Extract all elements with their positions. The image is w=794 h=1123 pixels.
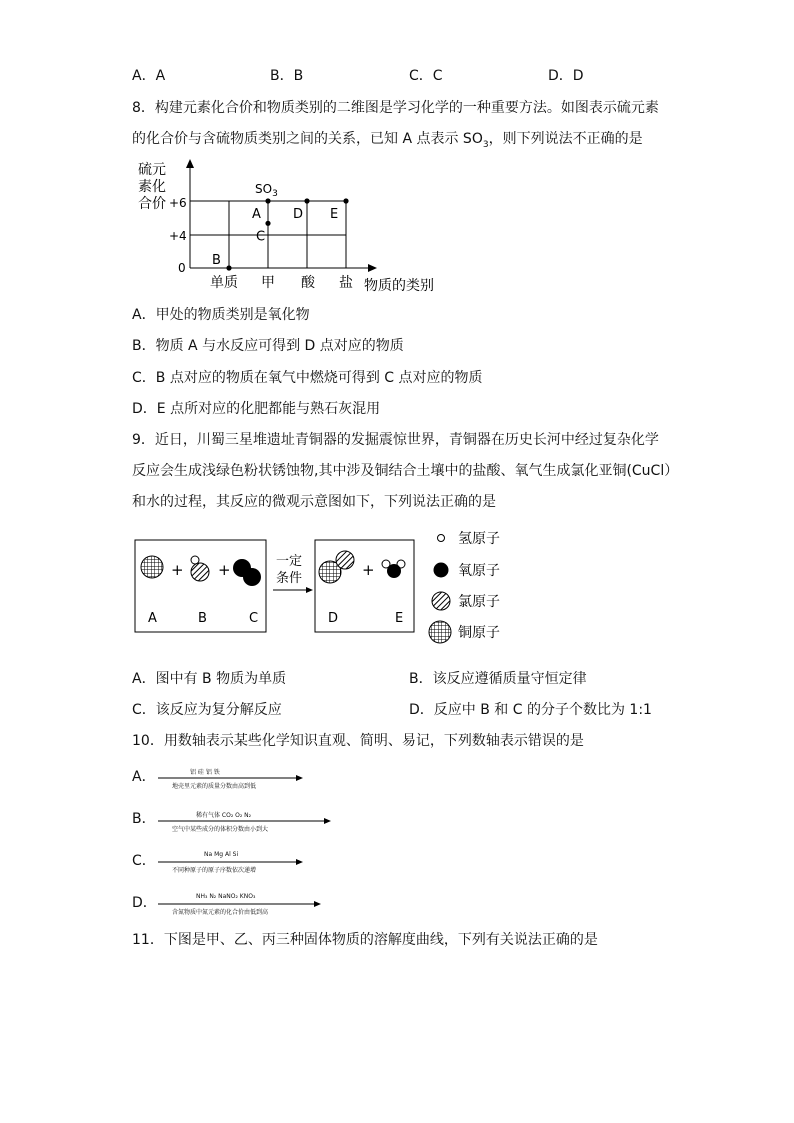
chart-ylabel-line: 硫元 xyxy=(138,162,166,178)
q7-option-c: C．C xyxy=(409,68,443,84)
chart-category-label: 酸 xyxy=(301,275,315,291)
label-d: D xyxy=(328,611,339,626)
plus-sign: + xyxy=(171,561,184,579)
q9-stem-line2: 反应会生成浅绿色粉状锈蚀物,其中涉及铜结合土壤中的盐酸、氧气生成氯化亚铜(CuCl） xyxy=(132,463,679,479)
chart-ylabel-line: 合价 xyxy=(138,196,166,212)
chart-point-label-c: C xyxy=(256,229,266,245)
chart-point-label-d: D xyxy=(293,207,304,222)
chart-ytick-4: +4 xyxy=(169,229,187,243)
chart-point-label-e: E xyxy=(330,207,339,222)
label-a: A xyxy=(148,611,157,626)
chart-x-arrow xyxy=(368,264,377,272)
copper-atom-icon xyxy=(429,621,451,643)
q9-option-b: B．该反应遵循质量守恒定律 xyxy=(409,671,587,687)
q8-option-d: D．E 点所对应的化肥都能与熟石灰混用 xyxy=(132,401,381,417)
chart-ylabel-line: 素化 xyxy=(138,179,166,195)
q8-valence-chart xyxy=(130,156,450,296)
chart-point-e xyxy=(343,198,348,203)
q7-option-a: A．A xyxy=(132,68,166,84)
q8-option-b: B．物质 A 与水反应可得到 D 点对应的物质 xyxy=(132,338,404,354)
copper-atom-icon xyxy=(141,556,163,578)
label-b: B xyxy=(198,611,207,626)
chlorine-atom-icon xyxy=(191,563,209,581)
q10-option-b-letter: B． xyxy=(132,811,156,827)
q9-reaction-diagram xyxy=(130,524,520,644)
legend-oxygen: 氧原子 xyxy=(458,563,500,579)
q10-option-c-top: Na Mg Al Si xyxy=(204,851,239,858)
q10-option-d-top: NH₃ N₂ NaNO₂ KNO₃ xyxy=(196,893,256,900)
oxygen-atom-icon xyxy=(387,564,401,578)
label-c: C xyxy=(249,611,259,626)
chart-ytick-0: 0 xyxy=(178,261,186,275)
reaction-arrowhead xyxy=(306,587,313,593)
legend-hydrogen: 氢原子 xyxy=(458,531,500,547)
q10-option-a-bottom: 地壳里元素的质量分数由高到低 xyxy=(172,783,257,790)
chlorine-atom-icon xyxy=(336,551,354,569)
chart-point-label-a: A xyxy=(252,207,261,222)
chart-ytick-6: +6 xyxy=(169,196,187,210)
chart-point-label-b: B xyxy=(212,253,221,268)
chart-y-arrow xyxy=(186,159,194,168)
q7-option-b: B．B xyxy=(270,68,304,84)
oxygen-atom-icon xyxy=(434,563,449,578)
q10-option-c-letter: C． xyxy=(132,853,156,869)
chart-category-label: 单质 xyxy=(210,275,238,291)
hydrogen-atom-icon xyxy=(438,535,445,542)
q7-option-d: D．D xyxy=(548,68,584,84)
chart-category-label: 甲 xyxy=(261,275,275,291)
q9-option-a: A．图中有 B 物质为单质 xyxy=(132,671,287,687)
chart-point-c xyxy=(265,221,270,226)
chart-category-label: 盐 xyxy=(339,275,353,291)
oxygen-atom-icon xyxy=(243,568,261,586)
q10-option-a-letter: A． xyxy=(132,769,156,785)
q10-option-d-letter: D． xyxy=(132,895,157,911)
chart-point-b xyxy=(226,265,231,270)
legend-chlorine: 氯原子 xyxy=(458,594,500,610)
q10-option-a-top: 铝 硅 铝 铁 xyxy=(190,769,220,776)
q10-option-d-bottom: 含氮物质中氮元素的化合价由低到高 xyxy=(172,909,269,916)
legend-copper: 铜原子 xyxy=(458,625,500,641)
chart-so3-label: $SO_3$ xyxy=(255,182,278,199)
q9-stem-line1: 9．近日，川蜀三星堆遗址青铜器的发掘震惊世界，青铜器在历史长河中经过复杂化学 xyxy=(132,432,659,448)
chart-point-a xyxy=(265,198,270,203)
q10-stem: 10．用数轴表示某些化学知识直观、简明、易记，下列数轴表示错误的是 xyxy=(132,733,584,749)
q8-option-c: C．B 点对应的物质在氧气中燃烧可得到 C 点对应的物质 xyxy=(132,370,483,386)
q9-stem-line3: 和水的过程，其反应的微观示意图如下，下列说法正确的是 xyxy=(132,494,496,510)
chlorine-atom-icon xyxy=(432,592,450,610)
condition-bottom: 条件 xyxy=(276,571,303,586)
q11-stem: 11．下图是甲、乙、丙三种固体物质的溶解度曲线，下列有关说法正确的是 xyxy=(132,932,598,948)
q8-stem-line2: 的化合价与含硫物质类别之间的关系，已知 A 点表示 $SO_3$，则下列说法不正确的是 xyxy=(132,131,643,150)
plus-sign: + xyxy=(218,561,231,579)
q10-option-c-bottom: 不同种原子的原子序数依次递增 xyxy=(172,867,257,874)
label-e: E xyxy=(395,611,404,626)
chart-point-d xyxy=(304,198,309,203)
plus-sign: + xyxy=(362,561,375,579)
chart-xlabel: 物质的类别 xyxy=(364,278,434,294)
q8-stem-line1: 8．构建元素化合价和物质类别的二维图是学习化学的一种重要方法。如图表示硫元素 xyxy=(132,100,659,116)
condition-top: 一定 xyxy=(276,554,303,569)
q9-option-c: C．该反应为复分解反应 xyxy=(132,702,282,718)
q10-option-b-bottom: 空气中某些成分的体积分数由小到大 xyxy=(172,826,269,833)
q9-option-d: D．反应中 B 和 C 的分子个数比为 1:1 xyxy=(409,702,652,718)
q10-option-b-top: 稀有气体 CO₂ O₂ N₂ xyxy=(196,812,252,819)
q8-option-a: A．甲处的物质类别是氧化物 xyxy=(132,307,310,323)
